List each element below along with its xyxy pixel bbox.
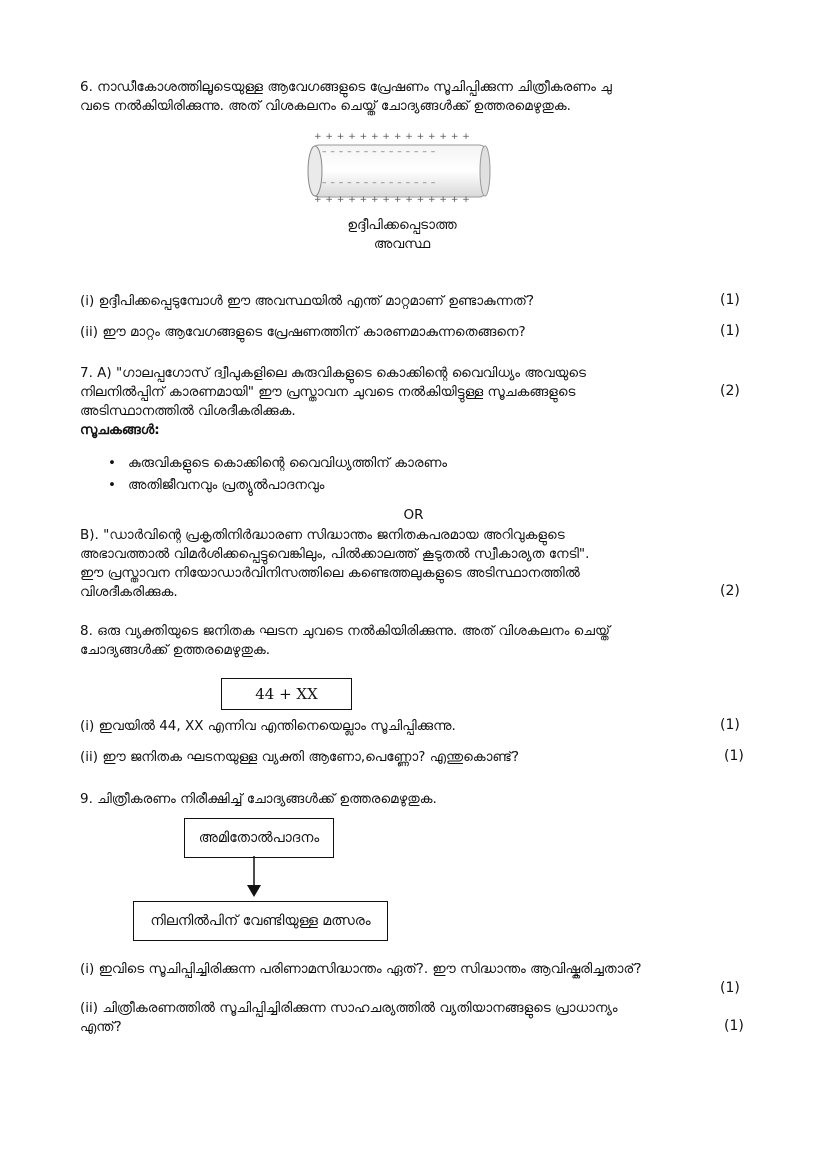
q8-intro-line2: ചോദ്യങ്ങൾക്ക് ഉത്തരമെഴുതുക. bbox=[80, 642, 271, 658]
q6-sub-ii-mark: (1) bbox=[720, 323, 740, 339]
q6-intro-line1: 6. നാഡീകോശത്തിലൂടെയുള്ള ആവേഗങ്ങളുടെ പ്രേഷണം സൂചിപ്പിക്കുന്ന ചിത്രീകരണം ചു bbox=[80, 79, 612, 95]
q7b-line2: അഭാവത്താൽ വിമർശിക്കപ്പെട്ടുവെങ്കിലും, പിൽക്കാലത്ത് കൂടുതൽ സ്വീകാര്യത നേടി". bbox=[80, 546, 590, 562]
q9-sub-ii-line1: (ii) ചിത്രീകരണത്തിൽ സൂചിപ്പിച്ചിരിക്കുന്ന സാഹചര്യത്തിൽ വ്യതിയാനങ്ങളുടെ പ്രാധാന്യം bbox=[80, 1000, 618, 1016]
q7a-mark: (2) bbox=[720, 383, 740, 399]
struggle-for-existence-box: നിലനിൽപിന് വേണ്ടിയുള്ള മത്സരം bbox=[133, 901, 388, 941]
q8-sub-ii-mark: (1) bbox=[724, 748, 744, 764]
figure-caption-line2: അവസ്ഥ bbox=[373, 236, 431, 252]
q7a-line3: അടിസ്ഥാനത്തിൽ വിശദീകരിക്കുക. bbox=[80, 403, 296, 419]
q7a-line2: നിലനിൽപ്പിന് കാരണമായി" ഈ പ്രസ്താവന ചുവടെ നൽകിയിട്ടുള്ള സൂചകങ്ങളുടെ bbox=[80, 384, 576, 400]
q9-intro: 9. ചിത്രീകരണം നിരീക്ഷിച്ച് ചോദ്യങ്ങൾക്ക് ഉത്തരമെഴുതുക. bbox=[80, 791, 437, 807]
hints-title: സൂചകങ്ങൾ: bbox=[80, 422, 160, 438]
q6-sub-i: (i) ഉദ്ദീപിക്കപ്പെടുമ്പോൾ ഈ അവസ്ഥയിൽ എന്ത് മാറ്റമാണ് ഉണ്ടാകുന്നത്? bbox=[80, 293, 534, 309]
negative-charges-top: – – – – – – – – – – – – – – bbox=[322, 147, 436, 157]
karyotype-box: 44 + XX bbox=[221, 678, 352, 710]
q8-intro-line1: 8. ഒരു വ്യക്തിയുടെ ജനിതക ഘടന ചുവടെ നൽകിയിരിക്കുന്നു. അത് വിശകലനം ചെയ്ത് bbox=[80, 623, 610, 639]
flow-arrow-icon bbox=[244, 856, 264, 898]
nerve-fiber-figure bbox=[300, 130, 495, 210]
q7b-line3: ഈ പ്രസ്താവന നിയോഡാർവിനിസത്തിലെ കണ്ടെത്തലുകളുടെ അടിസ്ഥാനത്തിൽ bbox=[80, 565, 580, 581]
q6-intro-line2: വടെ നൽകിയിരിക്കുന്നു. അത് വിശകലനം ചെയ്ത് ചോദ്യങ്ങൾക്ക് ഉത്തരമെഴുതുക. bbox=[80, 98, 571, 114]
hint-item-2: • അതിജീവനവും പ്രത്യുൽപാദനവും bbox=[128, 476, 324, 495]
q6-sub-i-mark: (1) bbox=[720, 292, 740, 308]
q9-sub-i: (i) ഇവിടെ സൂചിപ്പിച്ചിരിക്കുന്ന പരിണാമസിദ്ധാന്തം ഏത്?. ഈ സിദ്ധാന്തം ആവിഷ്കരിച്ചതാര്? bbox=[80, 961, 642, 977]
positive-charges-top: + + + + + + + + + + + + + + bbox=[314, 132, 471, 142]
q8-sub-i: (i) ഇവയിൽ 44, XX എന്നിവ എന്തിനെയെല്ലാം സൂചിപ്പിക്കുന്നു. bbox=[80, 718, 456, 734]
q9-sub-i-mark: (1) bbox=[720, 980, 740, 996]
q7b-line4: വിശദീകരിക്കുക. bbox=[80, 584, 178, 600]
positive-charges-bottom: + + + + + + + + + + + + + + bbox=[314, 195, 471, 205]
overproduction-box: അമിതോൽപാദനം bbox=[184, 818, 334, 858]
negative-charges-bottom: – – – – – – – – – – – – – – bbox=[322, 178, 436, 188]
q7b-line1: B). "ഡാർവിന്റെ പ്രകൃതിനിർദ്ധാരണ സിദ്ധാന്തം ജനിതകപരമായ അറിവുകളുടെ bbox=[80, 527, 565, 543]
q8-sub-i-mark: (1) bbox=[720, 717, 740, 733]
hint-item-1: • കുരുവികളുടെ കൊക്കിന്റെ വൈവിധ്യത്തിന് കാരണം bbox=[128, 454, 447, 473]
or-separator: OR bbox=[403, 507, 424, 523]
q8-sub-ii: (ii) ഈ ജനിതക ഘടനയുള്ള വ്യക്തി ആണോ,പെണ്ണോ? എന്തുകൊണ്ട്? bbox=[80, 749, 520, 765]
figure-caption-line1: ഉദ്ദീപിക്കപ്പെടാത്ത bbox=[347, 217, 457, 233]
q9-sub-ii-line2: എന്ത്? bbox=[80, 1019, 122, 1035]
q7a-line1: 7. A) "ഗാലപ്പഗോസ് ദ്വീപുകളിലെ കുരുവികളുടെ കൊക്കിന്റെ വൈവിധ്യം അവയുടെ bbox=[80, 365, 586, 381]
q7b-mark: (2) bbox=[720, 583, 740, 599]
q9-sub-ii-mark: (1) bbox=[724, 1018, 744, 1034]
q6-sub-ii: (ii) ഈ മാറ്റം ആവേഗങ്ങളുടെ പ്രേഷണത്തിന് കാരണമാകുന്നതെങ്ങനെ? bbox=[80, 324, 526, 340]
